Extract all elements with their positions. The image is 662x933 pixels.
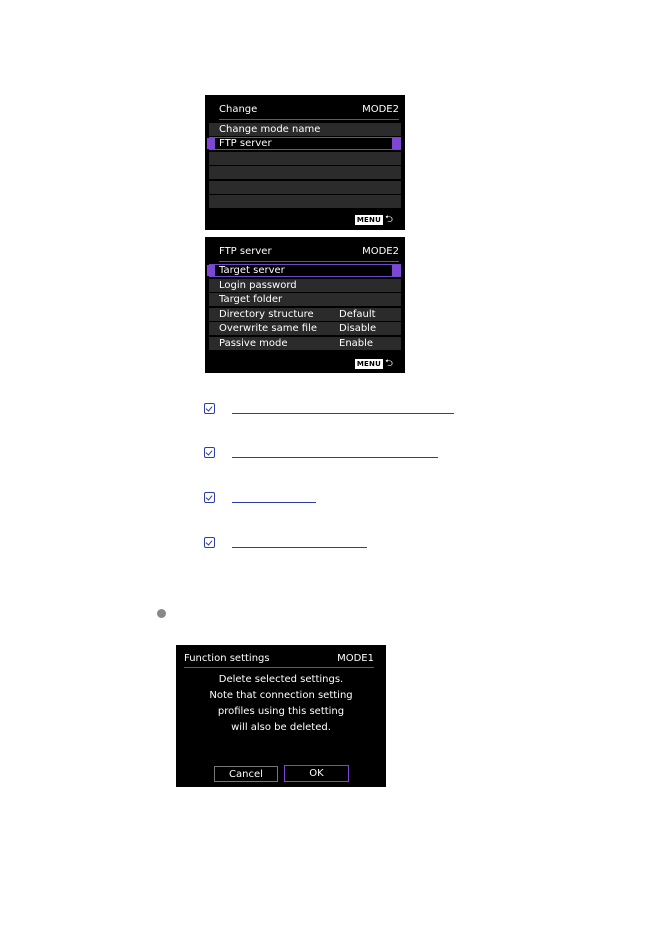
ftp-server-screen [205,237,405,373]
dialog-message-line: Note that connection setting [209,690,353,701]
ok-button[interactable]: OK [284,765,349,782]
cancel-button[interactable]: Cancel [214,766,278,782]
menu-item-target-server[interactable] [209,264,401,277]
link-underline [232,547,367,548]
change-screen [205,95,405,230]
menu-item-login-password[interactable] [209,279,401,292]
menu-item-ftp-server[interactable] [209,137,401,150]
back-arrow-icon: ⮌ [384,358,393,369]
menu-item-label: Target folder [219,294,283,305]
menu-item-label: Passive mode [219,338,288,349]
dialog-header [184,649,374,668]
ftp-screen-title: FTP server [219,245,272,257]
menu-item-change-mode-name[interactable] [209,123,401,136]
dialog-title: Function settings [184,652,270,664]
dialog-message-line: Delete selected settings. [218,674,344,685]
change-screen-mode: MODE2 [362,103,399,115]
menu-item-empty [209,195,401,208]
change-screen-title: Change [219,103,258,115]
menu-item-label: Change mode name [219,124,321,135]
menu-item-overwrite-same-file[interactable] [209,322,401,335]
menu-label: MENU [356,216,381,224]
link-underline [232,457,438,458]
change-screen-header [219,99,399,120]
reference-link-2[interactable] [204,444,438,460]
menu-item-label: Directory structure [219,309,314,320]
dialog-mode: MODE1 [337,652,374,664]
check-note-icon [204,447,215,458]
menu-item-label: Login password [219,280,297,291]
menu-item-target-folder[interactable] [209,293,401,306]
menu-item-label: FTP server [219,138,272,149]
ftp-screen-mode: MODE2 [362,245,399,257]
bullet-point [157,609,166,618]
link-underline [232,413,454,414]
menu-item-value: Enable [339,338,374,349]
reference-link-4[interactable] [204,534,367,550]
menu-item-empty [209,181,401,194]
menu-item-value: Default [339,309,376,320]
check-note-icon [204,492,215,503]
dialog-message-line: profiles using this setting [217,706,345,717]
menu-item-empty [209,166,401,179]
reference-link-3[interactable] [204,489,316,505]
menu-item-label: Target server [219,265,285,276]
check-note-icon [204,403,215,414]
menu-item-value: Disable [339,323,377,334]
link-underline [232,502,316,503]
menu-back-button[interactable] [355,359,393,369]
function-settings-dialog [176,645,386,787]
menu-back-button[interactable] [355,215,393,225]
menu-label: MENU [356,360,381,368]
ftp-screen-header [219,241,399,262]
check-note-icon [204,537,215,548]
menu-item-directory-structure[interactable] [209,308,401,321]
back-arrow-icon: ⮌ [384,214,393,225]
reference-link-1[interactable] [204,400,454,416]
menu-item-label: Overwrite same file [219,323,318,334]
menu-item-empty [209,152,401,165]
dialog-message-line: will also be deleted. [231,722,331,733]
menu-item-passive-mode[interactable] [209,337,401,350]
